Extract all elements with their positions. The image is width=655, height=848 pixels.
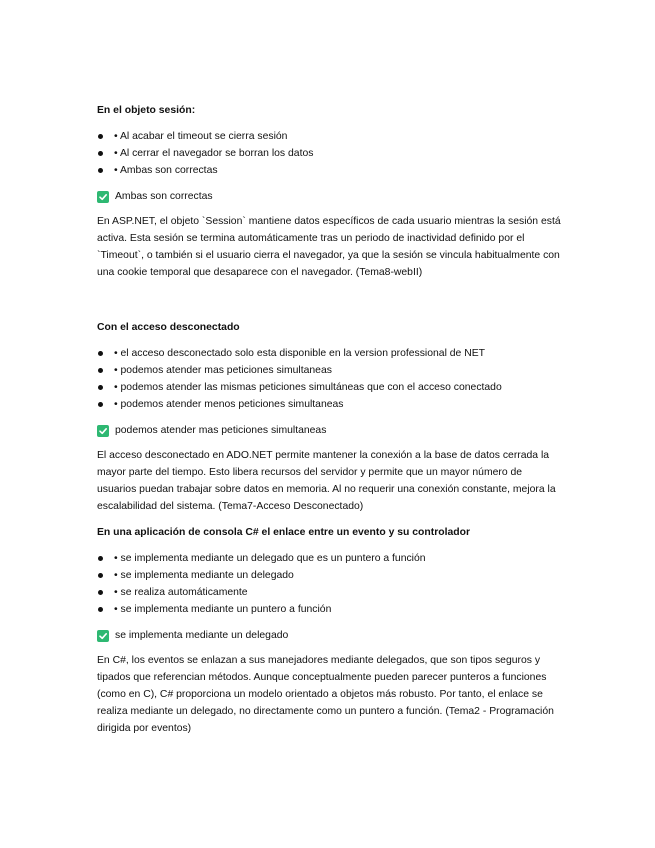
option-text: • Al cerrar el navegador se borran los datos (114, 148, 314, 159)
bullet-icon (98, 351, 103, 356)
bullet-icon (98, 368, 103, 373)
answer-text: podemos atender mas peticiones simultaneas (115, 425, 327, 436)
correct-answer (97, 188, 562, 205)
option-text: • se realiza automáticamente (114, 587, 248, 598)
list-item (97, 396, 562, 413)
list-item (97, 379, 562, 396)
bullet-icon (98, 151, 103, 156)
list-item (97, 601, 562, 618)
question-title: En una aplicación de consola C# el enlace entre un evento y su controlador (97, 527, 471, 538)
list-item (97, 128, 562, 145)
option-text: • Ambas son correctas (114, 165, 218, 176)
list-item (97, 162, 562, 179)
correct-answer (97, 627, 562, 644)
answer-text: Ambas son correctas (115, 191, 213, 202)
option-text: • podemos atender las mismas peticiones simultáneas que con el acceso conectado (114, 382, 502, 393)
check-mark-icon (97, 630, 109, 642)
correct-answer (97, 422, 562, 439)
option-text: • podemos atender menos peticiones simultaneas (114, 399, 344, 410)
explanation-paragraph: En C#, los eventos se enlazan a sus manejadores mediante delegados, que son tipos seguros y tipados que referencian métodos. Aunque conceptualmente pueden parecer punteros a funciones (como en C), C# proporciona un modelo orientado a objetos más robusto. Por tanto, el enlace se realiza mediante un delegado, no directamente como un puntero a función. (Tema2 - Programación dirigida por eventos) (97, 655, 554, 734)
options-list (97, 128, 562, 179)
bullet-icon (98, 385, 103, 390)
option-text: • Al acabar el timeout se cierra sesión (114, 131, 288, 142)
options-list (97, 550, 562, 618)
question-block-1 (97, 102, 562, 281)
option-text: • el acceso desconectado solo esta disponible en la version professional de NET (114, 348, 485, 359)
option-text: • podemos atender mas peticiones simultaneas (114, 365, 332, 376)
option-text: • se implementa mediante un puntero a función (114, 604, 332, 615)
option-text: • se implementa mediante un delegado que es un puntero a función (114, 553, 426, 564)
list-item (97, 345, 562, 362)
explanation-paragraph: El acceso desconectado en ADO.NET permite mantener la conexión a la base de datos cerrada la mayor parte del tiempo. Esto libera recursos del servidor y permite que un mayor número de usuarios puedan trabajar sobre datos en memoria. Al no requerir una conexión constante, mejora la escalabilidad del sistema. (Tema7-Acceso Desconectado) (97, 450, 556, 512)
document-page (97, 102, 562, 737)
bullet-icon (98, 590, 103, 595)
option-text: • se implementa mediante un delegado (114, 570, 294, 581)
check-mark-icon (97, 425, 109, 437)
answer-text: se implementa mediante un delegado (115, 630, 289, 641)
explanation-paragraph: En ASP.NET, el objeto `Session` mantiene datos específicos de cada usuario mientras la sesión está activa. Esta sesión se termina automáticamente tras un periodo de inactividad definido por el `Timeout`, o también si el usuario cierra el navegador, ya que la sesión se vincula habitualmente con una cookie temporal que desaparece con el navegador. (Tema8-webII) (97, 216, 561, 278)
list-item (97, 362, 562, 379)
list-item (97, 550, 562, 567)
bullet-icon (98, 556, 103, 561)
list-item (97, 145, 562, 162)
question-title: Con el acceso desconectado (97, 322, 240, 333)
options-list (97, 345, 562, 413)
question-block-2 (97, 319, 562, 515)
bullet-icon (98, 168, 103, 173)
list-item (97, 584, 562, 601)
question-block-3 (97, 524, 562, 737)
bullet-icon (98, 573, 103, 578)
bullet-icon (98, 402, 103, 407)
question-title: En el objeto sesión: (97, 105, 196, 116)
list-item (97, 567, 562, 584)
check-mark-icon (97, 191, 109, 203)
bullet-icon (98, 134, 103, 139)
bullet-icon (98, 607, 103, 612)
